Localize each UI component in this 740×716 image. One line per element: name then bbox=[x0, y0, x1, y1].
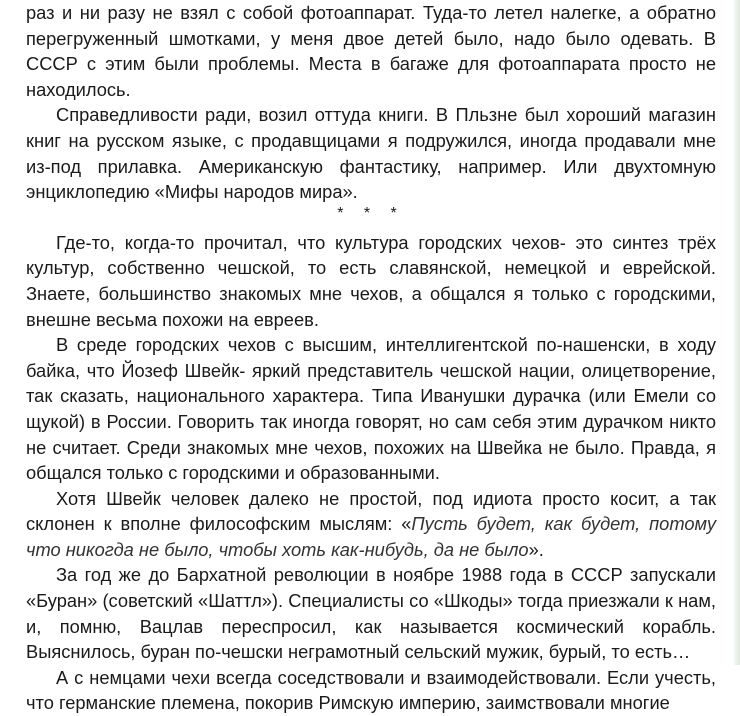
paragraph-1: раз и ни разу не взял с собой фотоаппарат. Туда-то летел налегке, а обратно перегруженный шмотками, у меня двое детей было, надо было одевать. В СССР с этим были проблемы. Места в багаже для фотоаппарата просто не находилось. bbox=[26, 2, 716, 100]
paragraph-4: В среде городских чехов с высшим, интеллигентской по-нашенски, в ходу байка, что Йозеф Швейк- яркий представитель чешской нации, олицетворение, так сказать, национального характера. Типа Иванушки дурачка (или Емели со щукой) в России. Говорить так иногда говорят, но сам себя этим дурачком никто не считает. Среди знакомых мне чехов, похожих на Швейка не было. Правда, я общался только с городскими и образованными. bbox=[26, 334, 716, 484]
schweik-quote: Пусть будет, как будет, потому что никогда не было, чтобы хоть как-нибудь, да не было bbox=[26, 513, 716, 560]
article-text bbox=[26, 0, 716, 716]
paragraph-5 bbox=[26, 486, 716, 563]
paragraph-7: А с немцами чехи всегда соседствовали и взаимодействовали. Если учесть, что германские племена, покорив Римскую империю, заимствовали многие bbox=[26, 666, 716, 714]
paragraph-5-text: Хотя Швейк человек далеко не простой, под идиота просто косит, а так склонен к вполне философским мыслям: « bbox=[26, 487, 716, 535]
paragraph-5-end: ». bbox=[528, 538, 544, 560]
paragraph-6: За год же до Бархатной революции в ноябре 1988 года в СССР запускали «Буран» (советский «Шаттл»). Специалисты со «Шкоды» тогда приезжали к нам, и, помню, Вацлав переспросил, как называется космический корабль. Выяснилось, буран по-чешски неграмотный сельский мужик, бурый, то есть… bbox=[26, 564, 716, 663]
right-edge-shadow bbox=[734, 0, 740, 665]
paragraph-3: Где-то, когда-то прочитал, что культура городских чехов- это синтез трёх культур, собственно чешской, то есть славянской, немецкой и еврейской. Знаете, большинство знакомых мне чехов, а общался я только с городскими, внешне весьма похожи на евреев. bbox=[26, 231, 716, 330]
section-separator: * * * bbox=[337, 204, 405, 222]
paragraph-2: Справедливости ради, возил оттуда книги. В Пльзне был хороший магазин книг на русском языке, с продавщицами я подружился, иногда продавали мне из-под прилавка. Американскую фантастику, например. Или двухтомную энциклопедию «Мифы народов мира». bbox=[26, 104, 716, 203]
